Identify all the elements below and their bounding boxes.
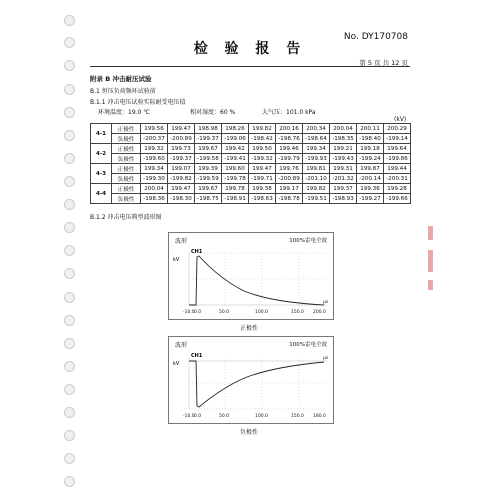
value-cell: -198.35 (330, 134, 357, 144)
env-temperature: 环境温度：19.0 ℃ (98, 109, 151, 116)
value-cell: 199.82 (303, 184, 330, 194)
plot-gridlines (189, 253, 327, 305)
value-cell: -199.60 (141, 154, 168, 164)
x-tick-label: -10.0 (183, 310, 195, 315)
binding-hole (64, 292, 75, 303)
value-cell: -200.14 (357, 174, 384, 184)
value-cell: -198.36 (141, 194, 168, 204)
waveform-channel-label: 100%雷电全波 (289, 238, 327, 244)
value-cell: -199.06 (222, 134, 249, 144)
header-rule (90, 66, 410, 67)
value-cell: 199.64 (384, 144, 411, 154)
value-cell: 199.67 (195, 144, 222, 154)
value-cell: -199.32 (249, 154, 276, 164)
table-row (91, 174, 411, 184)
x-tick-label: 50.0 (219, 310, 230, 315)
binding-hole (64, 60, 75, 71)
value-cell: -199.59 (195, 174, 222, 184)
table-row (91, 134, 411, 144)
value-cell: 199.37 (330, 184, 357, 194)
group-cell: 4-4 (91, 184, 112, 204)
value-cell: -199.30 (141, 174, 168, 184)
value-cell: -199.79 (276, 154, 303, 164)
value-cell: 199.42 (222, 144, 249, 154)
x-tick-label: 200.0 (313, 310, 326, 315)
value-cell: 199.47 (168, 184, 195, 194)
value-cell: -199.37 (195, 134, 222, 144)
value-cell: 199.50 (249, 144, 276, 154)
value-cell: -201.32 (330, 174, 357, 184)
caption-positive: 正极性 (240, 325, 259, 332)
value-cell: 199.78 (222, 184, 249, 194)
table-row (91, 144, 411, 154)
env-pressure: 大气压：101.0 kPa (262, 109, 316, 116)
x-tick-label: -10.0 (183, 414, 195, 419)
x-tick-label: 150.0 (291, 310, 304, 315)
binding-hole (64, 476, 75, 487)
value-cell: 199.60 (222, 164, 249, 174)
value-cell: -199.14 (384, 134, 411, 144)
value-cell: -198.91 (222, 194, 249, 204)
value-cell: 200.29 (384, 124, 411, 134)
value-cell: 199.21 (330, 144, 357, 154)
x-tick-label: 100.0 (255, 310, 268, 315)
report-title: 检 验 报 告 (193, 41, 307, 57)
x-unit-label: μs (323, 356, 329, 361)
seal-mark (428, 280, 433, 290)
appendix-heading: 附录 B 冲击耐压试验 (90, 75, 152, 83)
value-cell: -199.78 (222, 174, 249, 184)
polarity-cell: 负极性 (112, 174, 141, 184)
value-cell: 199.82 (249, 124, 276, 134)
value-cell: 199.34 (141, 164, 168, 174)
binding-hole (64, 107, 75, 118)
x-tick-label: 150.0 (291, 414, 304, 419)
binding-hole (64, 130, 75, 141)
value-cell: -199.27 (357, 194, 384, 204)
x-tick-label: 0.0 (194, 310, 202, 315)
binding-hole (64, 84, 75, 95)
polarity-cell: 正极性 (112, 124, 141, 134)
value-cell: 199.67 (195, 184, 222, 194)
group-cell: 4-2 (91, 144, 112, 164)
waveform-plot (169, 337, 333, 423)
section-b1: B.1 恒压负荷频环试验前 (90, 88, 156, 95)
binding-hole (64, 338, 75, 349)
binding-hole (64, 384, 75, 395)
value-cell: 199.17 (276, 184, 303, 194)
value-cell: -199.51 (303, 194, 330, 204)
value-cell: -200.37 (141, 134, 168, 144)
binding-hole (64, 407, 75, 418)
value-cell: -199.86 (384, 154, 411, 164)
x-unit-label: μs (323, 300, 329, 305)
env-humidity: 相对湿度：60 % (190, 109, 236, 116)
polarity-cell: 负极性 (112, 134, 141, 144)
table-row (91, 154, 411, 164)
value-cell: -198.76 (276, 134, 303, 144)
value-cell: 199.36 (357, 184, 384, 194)
binding-hole (64, 15, 75, 26)
value-cell: -201.10 (303, 174, 330, 184)
value-cell: -198.75 (195, 194, 222, 204)
value-cell: -198.78 (276, 194, 303, 204)
value-cell: 200.04 (330, 124, 357, 134)
caption-negative: 负极性 (240, 429, 259, 436)
binding-hole (64, 199, 75, 210)
value-cell: 199.47 (249, 164, 276, 174)
value-cell: -198.42 (249, 134, 276, 144)
table-row (91, 184, 411, 194)
x-tick-label: 100.0 (255, 414, 268, 419)
table-row (91, 164, 411, 174)
group-cell: 4-1 (91, 124, 112, 144)
value-cell: 198.26 (222, 124, 249, 134)
value-cell: 200.34 (303, 124, 330, 134)
binding-hole (64, 245, 75, 256)
polarity-cell: 正极性 (112, 164, 141, 174)
waveform-panel-positive (168, 232, 334, 320)
value-cell: 199.81 (303, 164, 330, 174)
value-cell: 199.46 (276, 144, 303, 154)
value-cell: 199.56 (141, 124, 168, 134)
value-cell: -198.40 (357, 134, 384, 144)
waveform-title: 波形 (175, 238, 188, 245)
polarity-cell: 负极性 (112, 194, 141, 204)
value-cell: -199.66 (384, 194, 411, 204)
binding-holes (64, 0, 78, 500)
binding-hole (64, 222, 75, 233)
y-unit-label: kV (173, 257, 180, 263)
binding-hole (64, 430, 75, 441)
value-cell: -199.93 (303, 154, 330, 164)
waveform-marker: CH1 (191, 249, 203, 255)
value-cell: 199.32 (141, 144, 168, 154)
x-tick-label: 50.0 (219, 414, 230, 419)
binding-hole (64, 268, 75, 279)
value-cell: -200.31 (384, 174, 411, 184)
value-cell: 198.98 (195, 124, 222, 134)
value-cell: 199.44 (384, 164, 411, 174)
x-tick-label: 0.0 (194, 414, 202, 419)
value-cell: 200.16 (276, 124, 303, 134)
value-cell: -200.89 (168, 134, 195, 144)
group-cell: 4-3 (91, 164, 112, 184)
value-cell: -198.64 (303, 134, 330, 144)
value-cell: -199.37 (168, 154, 195, 164)
value-cell: 200.04 (141, 184, 168, 194)
value-cell: 199.47 (168, 124, 195, 134)
negative-waveform-curve (189, 361, 324, 407)
binding-hole (64, 453, 75, 464)
waveform-marker: CH1 (191, 353, 203, 359)
value-cell: -199.24 (357, 154, 384, 164)
value-cell: -198.30 (168, 194, 195, 204)
binding-hole (64, 361, 75, 372)
seal-mark (428, 226, 433, 240)
value-cell: -198.63 (249, 194, 276, 204)
value-cell: 199.18 (357, 144, 384, 154)
waveform-channel-label: 100%雷电全波 (289, 342, 327, 348)
value-cell: -199.71 (249, 174, 276, 184)
value-cell: 199.07 (168, 164, 195, 174)
value-cell: -199.43 (330, 154, 357, 164)
binding-hole (64, 176, 75, 187)
waveform-title: 波形 (175, 342, 188, 349)
value-cell: 199.34 (303, 144, 330, 154)
value-cell: -198.93 (330, 194, 357, 204)
value-cell: 199.28 (384, 184, 411, 194)
value-cell: 199.31 (330, 164, 357, 174)
section-b12: B.1.2 冲击电压典型波形图 (90, 214, 162, 221)
value-cell: -199.41 (222, 154, 249, 164)
polarity-cell: 负极性 (112, 154, 141, 164)
plot-gridlines (189, 357, 327, 409)
unit-label: (kV) (394, 116, 407, 123)
binding-hole (64, 315, 75, 326)
voltage-table (90, 123, 411, 204)
polarity-cell: 正极性 (112, 144, 141, 154)
binding-hole (64, 153, 75, 164)
value-cell: -199.58 (195, 154, 222, 164)
value-cell: 200.11 (357, 124, 384, 134)
y-unit-label: kV (173, 361, 180, 367)
table-row (91, 124, 411, 134)
positive-waveform-curve (189, 256, 324, 305)
x-tick-label: 180.0 (313, 414, 326, 419)
value-cell: 199.87 (357, 164, 384, 174)
seal-mark (428, 250, 433, 272)
waveform-panel-negative (168, 336, 334, 424)
value-cell: 199.76 (276, 164, 303, 174)
page-info: 第 5 页 共 12 页 (359, 59, 408, 67)
value-cell: 199.73 (168, 144, 195, 154)
report-number: No. DY170708 (343, 32, 408, 42)
section-b11: B.1.1 冲击电压试验实际耐受电压值 (90, 99, 186, 106)
value-cell: -200.89 (276, 174, 303, 184)
value-cell: 199.38 (249, 184, 276, 194)
value-cell: 199.39 (195, 164, 222, 174)
value-cell: -199.82 (168, 174, 195, 184)
polarity-cell: 正极性 (112, 184, 141, 194)
waveform-plot (169, 233, 333, 319)
table-row (91, 194, 411, 204)
